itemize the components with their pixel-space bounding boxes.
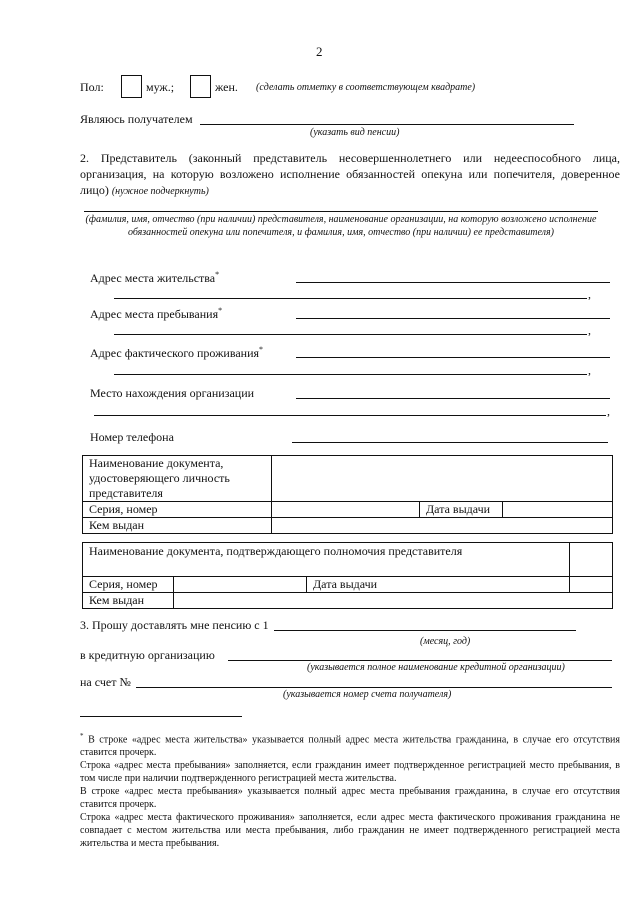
gender-hint: (сделать отметку в соответствующем квадрате) — [256, 82, 476, 93]
footnote-4: Строка «адрес места фактического проживания» заполняется, если адрес места фактического проживания гражданина не совпадает с местом жительства или места пребывания, либо гражданин не имеет подтвержденного регистрацией места жительства и места пребывания. — [80, 812, 620, 850]
gender-label: Пол: — [80, 80, 104, 94]
stay-field-1[interactable] — [296, 318, 610, 319]
authority-series-cell[interactable] — [174, 577, 307, 593]
male-label: муж.; — [146, 80, 175, 94]
id-issue-date-cell[interactable] — [503, 502, 613, 518]
residence-comma: , — [588, 287, 591, 301]
female-checkbox[interactable] — [190, 75, 211, 98]
delivery-month-hint: (месяц, год) — [420, 636, 471, 647]
account-hint: (указывается номер счета получателя) — [283, 689, 452, 700]
footnote-3: В строке «адрес места пребывания» указывается полный адрес места пребывания гражданина, в случае его отсутствия ставится прочерк. — [80, 786, 620, 811]
authority-series-label: Серия, номер — [83, 577, 174, 593]
representative-text: 2. Представитель (законный представитель несовершеннолетнего или недееспособного лица, организация, на которую возложено исполнение обязанностей опекуна или попечителя, доверенное лицо) — [80, 151, 620, 197]
id-issued-by-label: Кем выдан — [83, 518, 272, 534]
recipient-field[interactable] — [200, 124, 574, 125]
representative-caption: (фамилия, имя, отчество (при наличии) представителя, наименование организации, на которую возложено исполнение обязанностей опекуна или попечителя, и фамилия, имя, отчество (при наличии) ее представителя) — [85, 214, 597, 238]
delivery-month-field[interactable] — [274, 630, 576, 631]
residence-field-2[interactable] — [114, 298, 587, 299]
delivery-text: 3. Прошу доставлять мне пенсию с 1 — [80, 618, 269, 632]
account-field[interactable] — [136, 687, 612, 688]
male-checkbox[interactable] — [121, 75, 142, 98]
footnote-separator — [80, 716, 242, 717]
representative-paragraph — [80, 150, 620, 200]
page-number: 2 — [316, 44, 323, 59]
residence-label: Адрес места жительства* — [90, 270, 220, 285]
representative-hint: (нужное подчеркнуть) — [111, 186, 209, 197]
id-doc-name-label: Наименование документа, удостоверяющего личность представителя — [83, 456, 272, 502]
authority-doc-name-cell[interactable] — [569, 543, 612, 577]
stay-comma: , — [588, 323, 591, 337]
recipient-label: Являюсь получателем — [80, 112, 193, 126]
authority-doc-name-label: Наименование документа, подтверждающего полномочия представителя — [83, 543, 570, 577]
actual-field-1[interactable] — [296, 357, 610, 358]
id-issue-date-label: Дата выдачи — [420, 502, 503, 518]
bank-label: в кредитную организацию — [80, 648, 215, 662]
representative-name-field[interactable] — [84, 211, 598, 212]
phone-field[interactable] — [292, 442, 608, 443]
authority-issued-by-cell[interactable] — [174, 593, 613, 609]
id-document-table — [82, 455, 613, 534]
id-doc-name-cell[interactable] — [272, 456, 613, 502]
id-series-cell[interactable] — [272, 502, 420, 518]
org-location-comma: , — [607, 404, 610, 418]
actual-field-2[interactable] — [114, 374, 587, 375]
authority-document-table — [82, 542, 613, 609]
org-location-field-2[interactable] — [94, 415, 606, 416]
actual-comma: , — [588, 363, 591, 377]
stay-field-2[interactable] — [114, 334, 587, 335]
org-location-label: Место нахождения организации — [90, 386, 255, 400]
org-location-field-1[interactable] — [296, 398, 610, 399]
footnote-1: * В строке «адрес места жительства» указывается полный адрес места жительства гражданина, в случае его отсутствия ставится прочерк. — [80, 732, 621, 759]
id-issued-by-cell[interactable] — [272, 518, 613, 534]
phone-label: Номер телефона — [90, 430, 174, 444]
authority-issue-date-cell[interactable] — [569, 577, 612, 593]
stay-label: Адрес места пребывания* — [90, 306, 223, 321]
footnote-2: Строка «адрес места пребывания» заполняется, если гражданин имеет подтвержденное регистрацией место пребывания, в том числе при наличии подтвержденного регистрацией места жительства. — [80, 760, 620, 785]
authority-issued-by-label: Кем выдан — [83, 593, 174, 609]
authority-issue-date-label: Дата выдачи — [307, 577, 570, 593]
actual-label: Адрес фактического проживания* — [90, 345, 264, 360]
bank-hint: (указывается полное наименование кредитной организации) — [307, 662, 565, 673]
id-series-label: Серия, номер — [83, 502, 272, 518]
account-label: на счет № — [80, 675, 131, 689]
bank-field[interactable] — [228, 660, 612, 661]
female-label: жен. — [215, 80, 238, 94]
recipient-hint: (указать вид пенсии) — [310, 127, 400, 138]
residence-field-1[interactable] — [296, 282, 610, 283]
footnotes — [80, 730, 620, 850]
